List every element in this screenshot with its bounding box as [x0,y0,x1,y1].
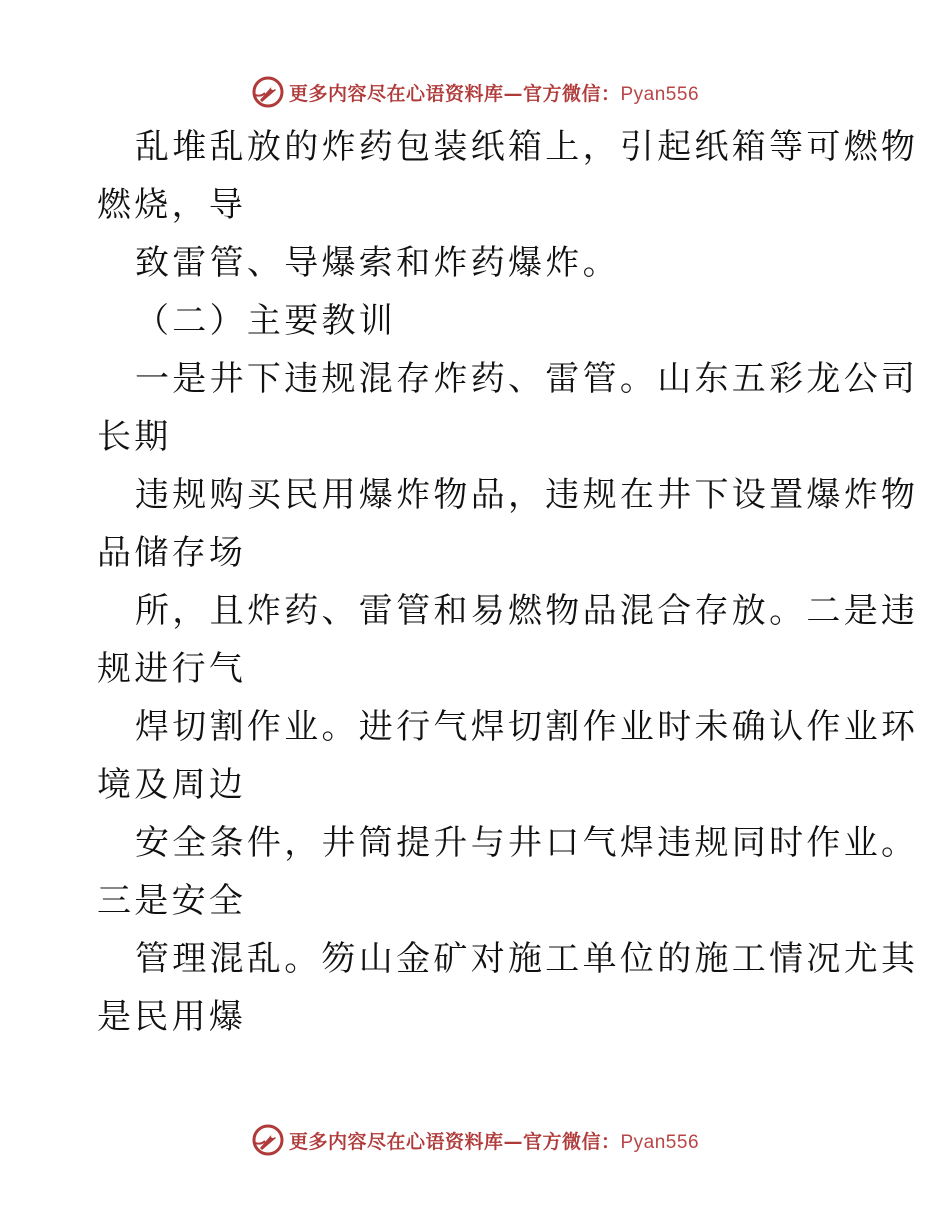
text-line: 三是安全 [97,881,247,921]
text-line: 安全条件，井筒提升与井口气焊违规同时作业。 [135,823,919,863]
pen-nib-logo-icon [251,75,285,109]
footer-banner-text: 更多内容尽在心语资料库—官方微信：Pyan556 [288,1130,700,1153]
text-line: 违规购买民用爆炸物品，违规在井下设置爆炸物 [135,475,919,515]
text-line: 焊切割作业。进行气焊切割作业时未确认作业环 [135,707,919,747]
document-body [97,118,919,1046]
footer-banner [0,1120,950,1160]
header-banner-text: 更多内容尽在心语资料库—官方微信：Pyan556 [288,82,700,105]
text-line: 乱堆乱放的炸药包装纸箱上，引起纸箱等可燃物 [135,127,919,167]
footer-wechat-account: Pyan556 [620,1131,700,1153]
text-line: 所，且炸药、雷管和易燃物品混合存放。二是违 [135,591,919,631]
text-line: 品储存场 [97,533,247,573]
section-heading: （二）主要教训 [135,301,397,341]
header-wechat-account: Pyan556 [620,83,700,105]
text-line: 长期 [97,417,172,457]
text-line: 致雷管、导爆索和炸药爆炸。 [135,243,620,283]
pen-nib-logo-icon [251,1123,285,1157]
text-line: 燃烧，导 [97,185,247,225]
text-line: 管理混乱。笏山金矿对施工单位的施工情况尤其 [135,939,919,979]
text-line: 境及周边 [97,765,247,805]
text-line: 规进行气 [97,649,247,689]
text-line: 一是井下违规混存炸药、雷管。山东五彩龙公司 [135,359,919,399]
text-line: 是民用爆 [97,997,247,1037]
header-banner [0,72,950,112]
